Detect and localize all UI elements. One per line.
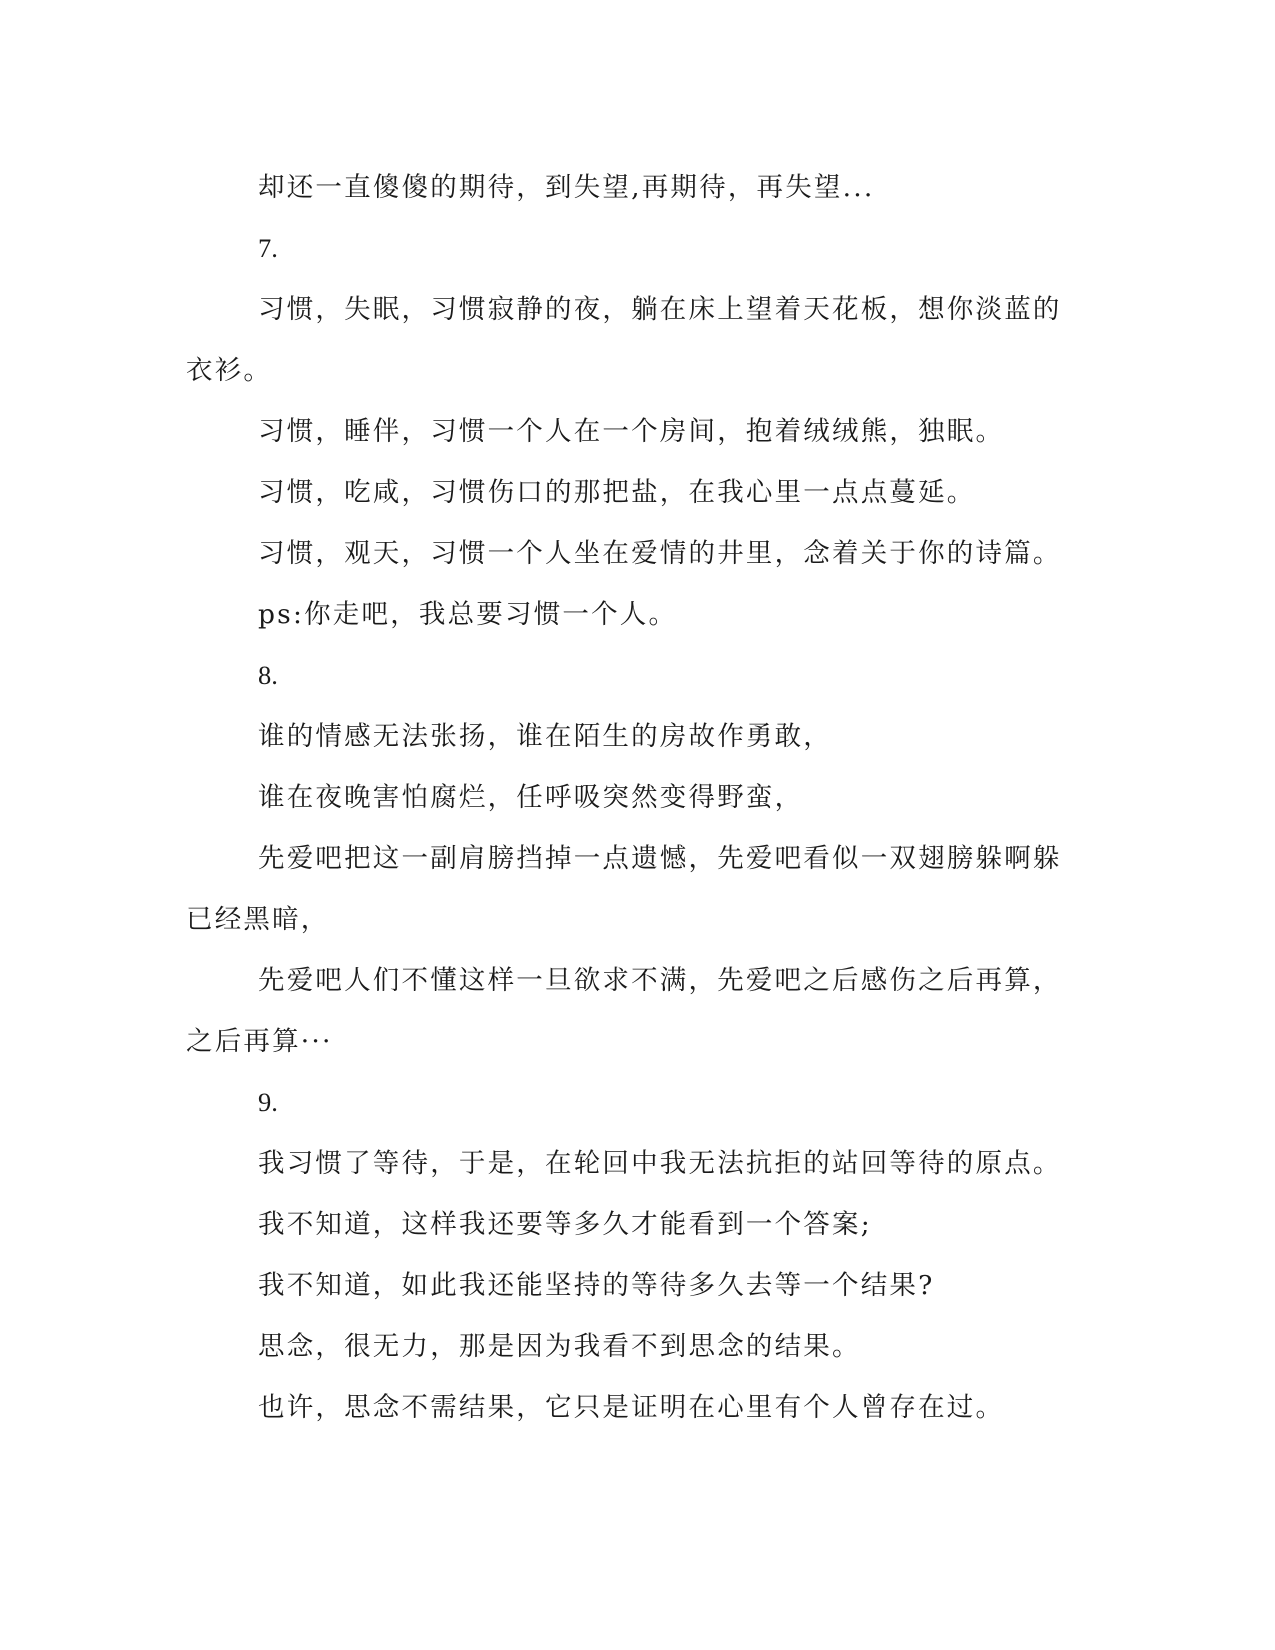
paragraph-line: 我不知道，这样我还要等多久才能看到一个答案;	[258, 1209, 872, 1240]
paragraph-line: 习惯，观天，习惯一个人坐在爱情的井里，念着关于你的诗篇。	[258, 538, 1062, 569]
paragraph-line: ps:你走吧，我总要习惯一个人。	[258, 599, 678, 630]
section-number: 9.	[258, 1087, 278, 1117]
paragraph-line: 谁的情感无法张扬，谁在陌生的房故作勇敢，	[258, 721, 832, 752]
paragraph-line: 也许，思念不需结果，它只是证明在心里有个人曾存在过。	[258, 1392, 1005, 1423]
paragraph-line: 谁在夜晚害怕腐烂，任呼吸突然变得野蛮，	[258, 782, 804, 813]
paragraph-line: 习惯，睡伴，习惯一个人在一个房间，抱着绒绒熊，独眠。	[258, 416, 1005, 447]
section-number: 7.	[258, 233, 278, 263]
paragraph-line: 我习惯了等待，于是，在轮回中我无法抗拒的站回等待的原点。	[258, 1148, 1062, 1179]
paragraph-line: 先爱吧把这一副肩膀挡掉一点遗憾，先爱吧看似一双翅膀躲啊躲已经黑暗，	[186, 843, 1062, 935]
paragraph-line: 却还一直傻傻的期待，到失望,再期待，再失望...	[258, 172, 875, 203]
section-number: 8.	[258, 660, 278, 690]
paragraph-line: 习惯，失眠，习惯寂静的夜，躺在床上望着天花板，想你淡蓝的衣衫。	[186, 294, 1062, 386]
paragraph-line: 习惯，吃咸，习惯伤口的那把盐，在我心里一点点蔓延。	[258, 477, 976, 508]
paragraph-line: 我不知道，如此我还能坚持的等待多久去等一个结果?	[258, 1270, 935, 1301]
paragraph-line: 思念，很无力，那是因为我看不到思念的结果。	[258, 1331, 861, 1362]
document-body	[186, 157, 1076, 1438]
paragraph-line: 先爱吧人们不懂这样一旦欲求不满，先爱吧之后感伤之后再算，之后再算···	[186, 965, 1062, 1057]
